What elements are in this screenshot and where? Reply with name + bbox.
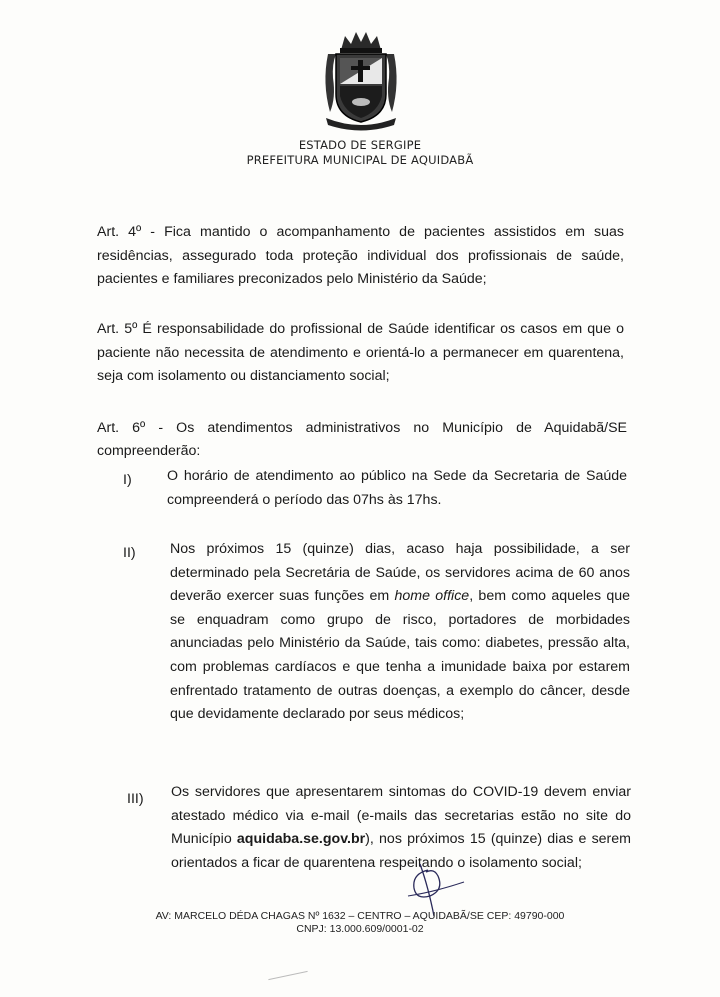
article-6-intro: Art. 6º - Os atendimentos administrativos no Município de Aquidabã/SE xyxy=(97,420,627,436)
article-5: Art. 5º É responsabilidade do profissional de Saúde identificar os casos em que o paciente não necessita de atendimento e orientá-lo a permanecer em quarentena, seja com isolamento ou distanciamento social; xyxy=(97,321,624,385)
item-iii-text-part1: Os servidores que apresentarem sintomas do COVID-19 devem enviar atestado médico via e-mail (e-mails das secretarias estão no site do Município xyxy=(171,784,631,848)
footer-address: AV: MARCELO DÉDA CHAGAS Nº 1632 – CENTRO – AQUIDABÃ/SE CEP: 49790-000 xyxy=(155,910,565,922)
item-i-numeral: I) xyxy=(123,472,132,488)
header-state: ESTADO DE SERGIPE xyxy=(298,138,422,152)
municipal-crest-icon xyxy=(318,28,404,132)
item-ii-numeral: II) xyxy=(123,545,136,561)
item-ii-text-part2: , bem como aqueles que se enquadram como grupo de risco, portadores de morbidades anunciadas pelo Ministério da Saúde, tais como: diabetes, pressão alta, com problemas cardíacos e que tenha a imunidade baixa por estarem enfrentado tratamento de outras doenças, a exemplo do câncer, desde que devidamente declarado por seus médicos; xyxy=(170,588,631,723)
item-i-text: O horário de atendimento ao público na Sede da Secretaria de Saúde compreenderá o período das 07hs às 17hs. xyxy=(167,468,627,508)
item-ii-home-office: home office xyxy=(394,588,470,605)
item-iii-text-part2: ), nos próximos 15 (quinze) dias e serem orientados a ficar de quarentena respeitando o isolamento social; xyxy=(171,831,631,871)
footer-cnpj: CNPJ: 13.000.609/0001-02 xyxy=(296,923,424,935)
item-iii-website-link[interactable]: aquidaba.se.gov.br xyxy=(236,831,366,848)
scan-mark xyxy=(268,971,307,980)
article-4: Art. 4º - Fica mantido o acompanhamento de pacientes assistidos em suas residências, assegurado toda proteção individual dos profissionais de saúde, pacientes e familiares preconizados pelo Ministério da Saúde; xyxy=(97,224,624,288)
article-6-intro-continuation: compreenderão: xyxy=(97,443,201,459)
item-iii-numeral: III) xyxy=(127,791,144,807)
header-municipality: PREFEITURA MUNICIPAL DE AQUIDABÃ xyxy=(246,153,474,167)
item-ii-text-part1: Nos próximos 15 (quinze) dias, acaso haja possibilidade, a ser determinado pela Secretária de Saúde, os servidores acima de 60 anos deverão exercer suas funções em xyxy=(170,541,630,605)
item-ii-text xyxy=(170,538,630,727)
